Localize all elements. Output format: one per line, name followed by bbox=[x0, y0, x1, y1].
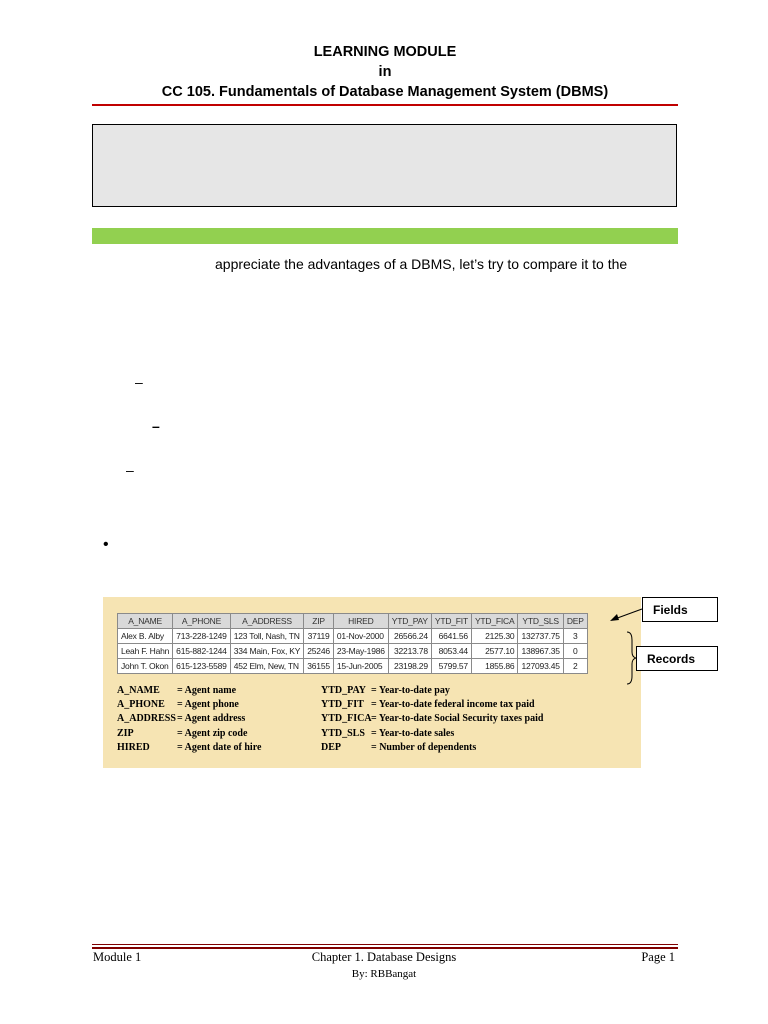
legend-description: = Agent date of hire bbox=[177, 741, 262, 753]
legend-entry bbox=[117, 727, 261, 741]
legend-key: YTD_PAY bbox=[321, 685, 367, 696]
legend-description: = Year-to-date sales bbox=[371, 727, 455, 739]
legend-key: A_ADDRESS bbox=[117, 713, 176, 725]
table-cell: 138967.35 bbox=[518, 644, 563, 659]
table-cell: 8053.44 bbox=[431, 644, 471, 659]
legend-entry bbox=[117, 741, 261, 755]
legend-description: = Year-to-date federal income tax paid bbox=[371, 699, 535, 711]
table-cell: 615-882-1244 bbox=[173, 644, 231, 659]
footer-page-number: Page 1 bbox=[641, 950, 675, 964]
footer-divider bbox=[92, 944, 678, 945]
footer-author: By: RBBangat bbox=[351, 968, 417, 980]
table-cell: 32213.78 bbox=[388, 644, 431, 659]
legend-entry bbox=[321, 727, 543, 741]
table-cell: John T. Okon bbox=[118, 659, 173, 674]
footer-module: Module 1 bbox=[93, 950, 142, 964]
table-cell: 25246 bbox=[304, 644, 334, 659]
legend-entry bbox=[321, 712, 543, 726]
bullet-marker: • bbox=[103, 536, 109, 553]
table-cell: 0 bbox=[563, 644, 587, 659]
column-header: HIRED bbox=[333, 614, 388, 629]
table-cell: 6641.56 bbox=[431, 629, 471, 644]
column-header: ZIP bbox=[304, 614, 334, 629]
table-cell: 1855.86 bbox=[471, 659, 518, 674]
legend-key: A_PHONE bbox=[117, 699, 165, 711]
footer-chapter: Chapter 1. Database Designs bbox=[311, 950, 457, 964]
table-cell: 5799.57 bbox=[431, 659, 471, 674]
table-header-row bbox=[118, 614, 588, 629]
section-bar bbox=[92, 228, 678, 244]
table-cell: 15-Jun-2005 bbox=[333, 659, 388, 674]
legend-key: YTD_SLS bbox=[321, 727, 365, 739]
agent-table bbox=[117, 613, 588, 674]
table-cell: 01-Nov-2000 bbox=[333, 629, 388, 644]
table-cell: 37119 bbox=[304, 629, 334, 644]
course-title: CC 105. Fundamentals of Database Management System (DBMS) bbox=[161, 84, 609, 100]
table-cell: Alex B. Alby bbox=[118, 629, 173, 644]
legend-description: = Year-to-date Social Security taxes paid bbox=[371, 713, 544, 725]
table-cell: 3 bbox=[563, 629, 587, 644]
table-cell: 713-228-1249 bbox=[173, 629, 231, 644]
table-cell: 132737.75 bbox=[518, 629, 563, 644]
legend-description: = Agent address bbox=[177, 713, 246, 725]
legend-key: DEP bbox=[321, 741, 341, 753]
column-header: YTD_SLS bbox=[518, 614, 563, 629]
legend-description: = Agent name bbox=[177, 685, 237, 696]
legend-key: HIRED bbox=[117, 741, 150, 753]
table-cell: 36155 bbox=[304, 659, 334, 674]
table-cell: 334 Main, Fox, KY bbox=[230, 644, 304, 659]
table-row bbox=[118, 629, 588, 644]
legend-entry bbox=[117, 684, 261, 698]
legend-key: YTD_FIT bbox=[321, 699, 364, 711]
table-cell: Leah F. Hahn bbox=[118, 644, 173, 659]
table-cell: 23198.29 bbox=[388, 659, 431, 674]
legend-entry bbox=[117, 712, 261, 726]
module-header bbox=[92, 42, 678, 102]
column-header: DEP bbox=[563, 614, 587, 629]
legend-entry bbox=[321, 698, 543, 712]
table-cell: 123 Toll, Nash, TN bbox=[230, 629, 304, 644]
column-header: YTD_PAY bbox=[388, 614, 431, 629]
column-header: A_NAME bbox=[118, 614, 173, 629]
legend-description: = Year-to-date pay bbox=[371, 685, 450, 696]
module-title: LEARNING MODULE bbox=[313, 44, 457, 60]
table-cell: 26566.24 bbox=[388, 629, 431, 644]
legend-key: A_NAME bbox=[117, 685, 160, 696]
legend-description: = Agent zip code bbox=[177, 727, 248, 739]
column-header: A_PHONE bbox=[173, 614, 231, 629]
table-cell: 127093.45 bbox=[518, 659, 563, 674]
legend-key: YTD_FICA bbox=[321, 713, 372, 725]
footer-divider-thick bbox=[92, 947, 678, 949]
records-callout: Records bbox=[636, 646, 718, 671]
header-divider bbox=[92, 104, 678, 106]
fields-callout: Fields bbox=[642, 597, 718, 622]
agent-table-figure bbox=[103, 597, 641, 768]
table-cell: 452 Elm, New, TN bbox=[230, 659, 304, 674]
legend-entry bbox=[321, 741, 543, 755]
table-cell: 2 bbox=[563, 659, 587, 674]
module-title-in: in bbox=[378, 64, 392, 80]
table-cell: 2577.10 bbox=[471, 644, 518, 659]
legend-key: ZIP bbox=[117, 727, 134, 739]
dash-marker-3: – bbox=[126, 462, 134, 478]
table-row bbox=[118, 659, 588, 674]
column-header: YTD_FICA bbox=[471, 614, 518, 629]
table-row bbox=[118, 644, 588, 659]
legend-right bbox=[321, 684, 543, 755]
legend-entry bbox=[117, 698, 261, 712]
legend-left bbox=[117, 684, 261, 755]
table-cell: 2125.30 bbox=[471, 629, 518, 644]
legend-description: = Number of dependents bbox=[371, 741, 477, 753]
column-header: YTD_FIT bbox=[431, 614, 471, 629]
legend-entry bbox=[321, 684, 543, 698]
table-cell: 23-May-1986 bbox=[333, 644, 388, 659]
objectives-box bbox=[92, 124, 677, 207]
intro-paragraph: appreciate the advantages of a DBMS, let’s try to compare it to the bbox=[215, 256, 628, 272]
column-header: A_ADDRESS bbox=[230, 614, 304, 629]
dash-marker-2: – bbox=[152, 418, 160, 434]
table-cell: 615-123-5589 bbox=[173, 659, 231, 674]
dash-marker-1: – bbox=[135, 374, 143, 390]
legend-description: = Agent phone bbox=[177, 699, 239, 711]
